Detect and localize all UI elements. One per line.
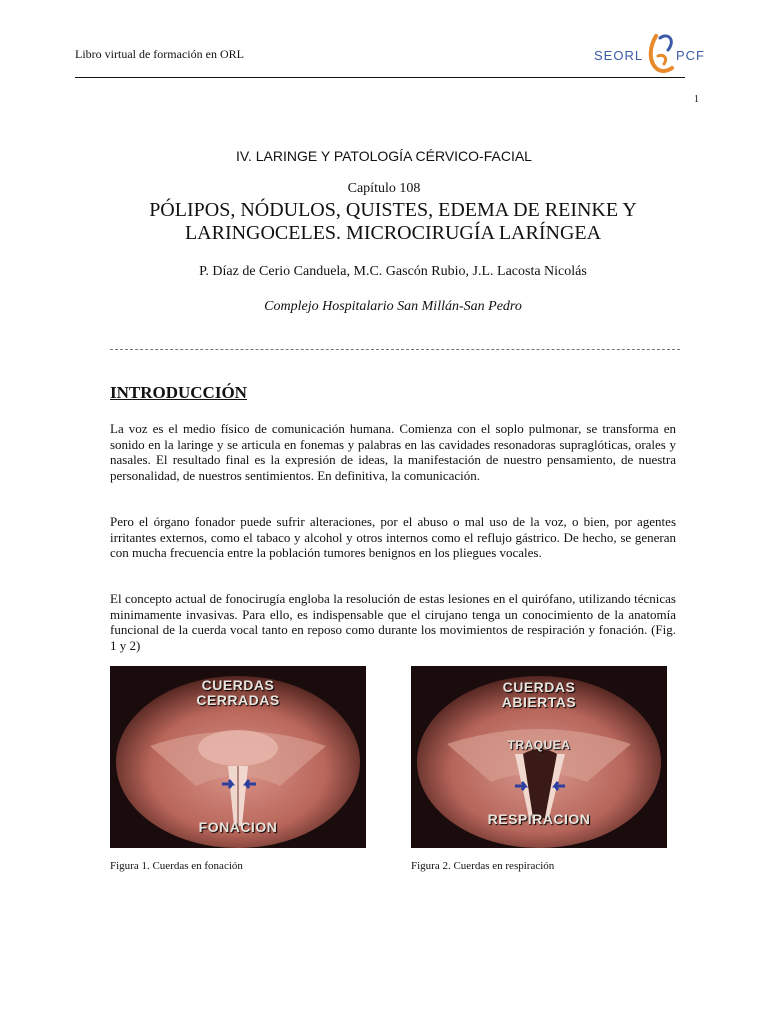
figure-2-caption: Figura 2. Cuerdas en respiración [411,860,555,872]
figure-1-label-top [110,678,366,708]
figure-1-image [110,666,366,848]
paragraph: La voz es el medio físico de comunicación humana. Comienza con el soplo pulmonar, se transforma en sonido en la laringe y se articula en fonemas y palabras en las cavidades resonadoras supraglóticas, orales y nasales. El resultado final es la expresión de ideas, la manifestación de nuestro pensamiento, de nuestra personalidad, de nuestros sentimientos. En definitiva, la comunicación. [110,421,676,483]
logo-pcf-text: PCF [676,48,705,63]
figure-2-image [411,666,667,848]
chapter-title-line-1: PÓLIPOS, NÓDULOS, QUISTES, EDEMA DE REINKE Y [149,199,637,221]
seorl-pcf-logo [594,30,704,76]
authors: P. Díaz de Cerio Canduela, M.C. Gascón Rubio, J.L. Lacosta Nicolás [199,264,587,279]
figure-1-label-bottom: FONACION [198,819,278,835]
page-number: 1 [694,94,699,105]
logo-mark-icon [646,30,676,76]
figure-1-label-line-2: CERRADAS [196,692,280,708]
logo-seorl-text: SEORL [594,48,644,63]
chapter-title [0,199,768,245]
dashed-divider [110,349,680,350]
section-label: IV. LARINGE Y PATOLOGÍA CÉRVICO-FACIAL [236,148,532,164]
paragraph: El concepto actual de fonocirugía engloba la resolución de estas lesiones en el quirófano, utilizando técnicas minimamente invasivas. Para ello, es indispensable que el cirujano tenga un conocimiento de la anatomía funcional de la cuerda vocal tanto en reposo como durante los movimientos de respiración y fonación. (Fig. 1 y 2) [110,591,676,653]
institution: Complejo Hospitalario San Millán-San Pedro [264,299,522,314]
chapter-title-line-2: LARINGOCELES. MICROCIRUGÍA LARÍNGEA [184,222,602,244]
section-heading-introduccion: INTRODUCCIÓN [110,383,247,402]
figure-2-label-line-1: CUERDAS [502,679,576,695]
chapter-number: Capítulo 108 [347,181,421,196]
paragraph: Pero el órgano fonador puede sufrir alteraciones, por el abuso o mal uso de la voz, o bien, por agentes irritantes externos, como el tabaco y alcohol y otros internos como el reflujo gástrico. De hecho, se generan con mucha frecuencia entre la población tumores benignos en los pliegues vocales. [110,514,676,561]
figure-2-label-line-2: ABIERTAS [501,694,577,710]
figure-1-label-line-1: CUERDAS [201,677,275,693]
figure-2-label-bottom: RESPIRACION [487,811,591,827]
figure-1-caption: Figura 1. Cuerdas en fonación [110,860,243,872]
header-divider [75,77,685,78]
figure-2-label-top [411,680,667,710]
figure-2-label-trachea: TRAQUEA [507,738,571,752]
running-header: Libro virtual de formación en ORL [75,47,244,61]
